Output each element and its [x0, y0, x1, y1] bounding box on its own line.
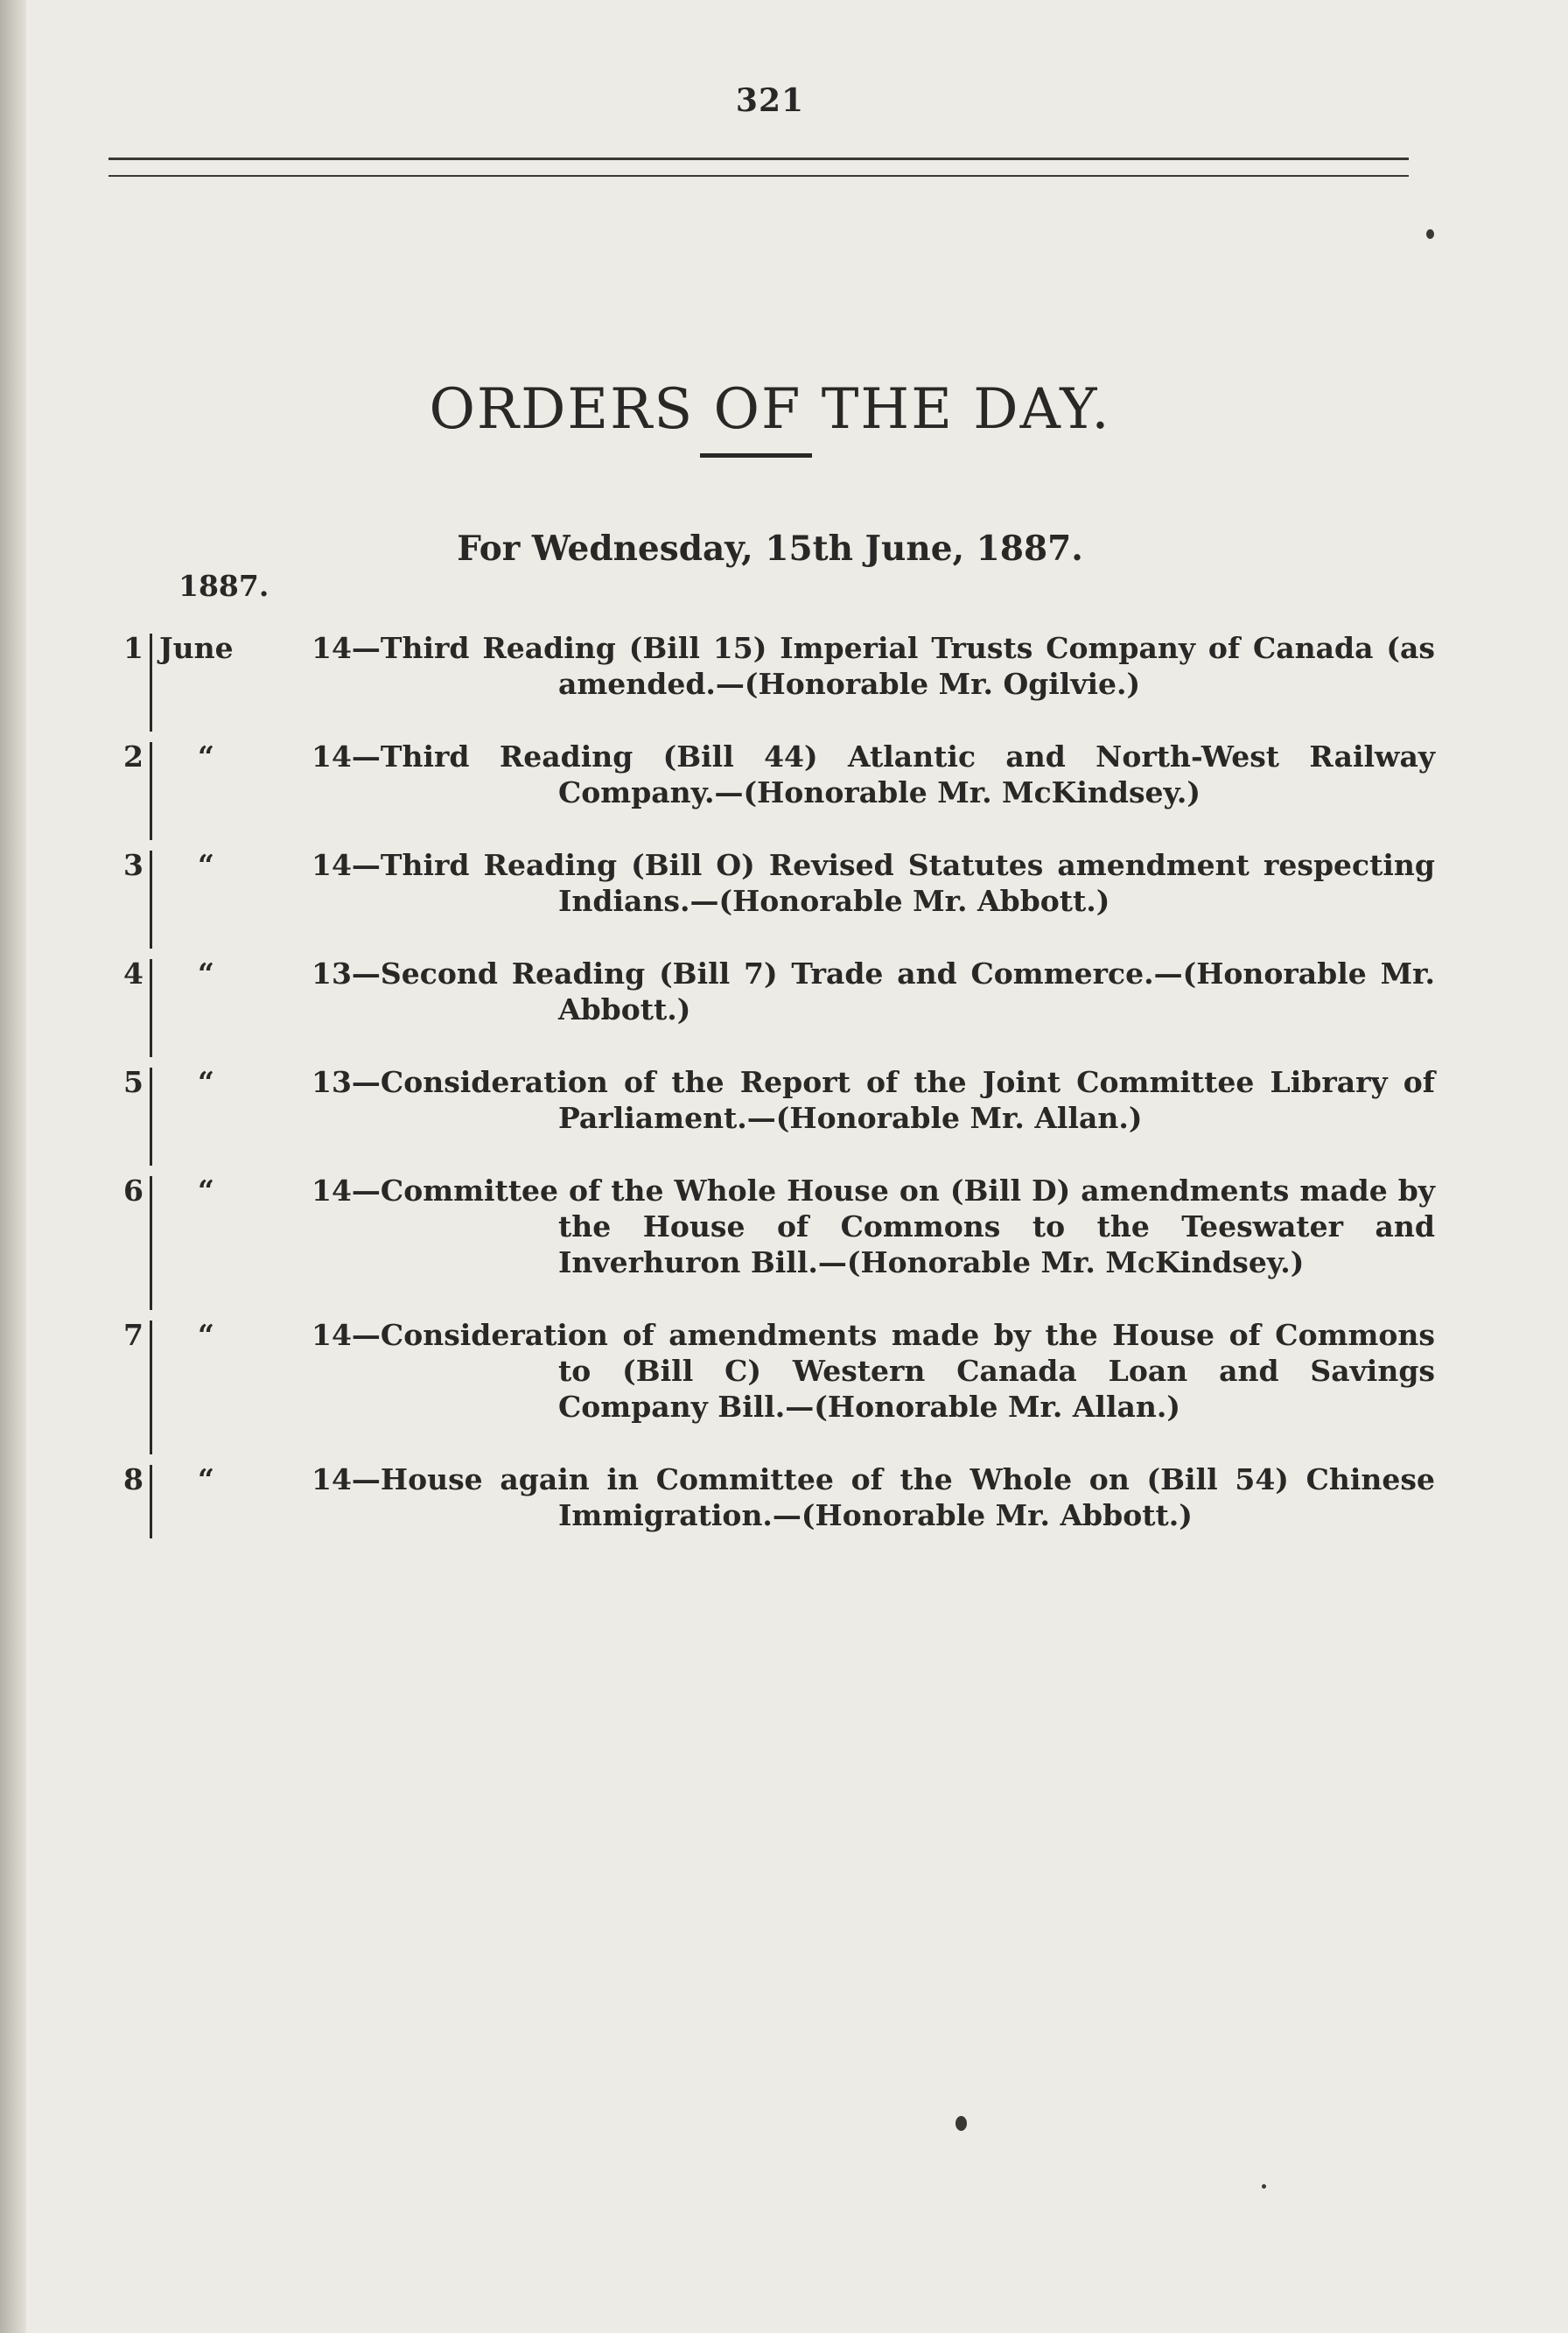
margin-bar	[150, 1321, 152, 1454]
orders-list	[122, 630, 1435, 1570]
order-item	[122, 630, 1435, 702]
order-text: 13—Second Reading (Bill 7) Trade and Commerce.—(Honorable Mr. Abbott.)	[312, 956, 1435, 1026]
order-item	[122, 956, 1435, 1027]
title-divider	[700, 453, 812, 458]
header-rule-thick	[108, 158, 1409, 160]
order-text: 14—Third Reading (Bill O) Revised Statutes amendment respecting Indians.—(Honorable Mr. Abbott.)	[312, 848, 1435, 918]
margin-bar	[150, 851, 152, 949]
order-number: 3	[123, 848, 144, 882]
order-text: 14—Third Reading (Bill 44) Atlantic and North-West Railway Company.—(Honorable Mr. McKindsey.)	[312, 739, 1435, 809]
order-month: June	[159, 631, 234, 665]
order-month-ditto: “	[198, 956, 214, 991]
order-text: 14—Committee of the Whole House on (Bill D) amendments made by the House of Commons to the Teeswater and Inverhuron Bill.—(Honorable Mr. McKindsey.)	[312, 1174, 1435, 1279]
order-item	[122, 1317, 1435, 1425]
order-number: 4	[123, 956, 144, 991]
margin-bar	[150, 1068, 152, 1166]
page-binding-shadow	[0, 0, 26, 2333]
page-title: ORDERS OF THE DAY.	[429, 376, 1111, 442]
order-number: 5	[123, 1065, 144, 1099]
order-text: 14—Consideration of amendments made by the House of Commons to (Bill C) Western Canada Loan and Savings Company Bill.—(Honorable Mr. Allan.)	[312, 1318, 1435, 1424]
header-rule-thin	[108, 175, 1409, 177]
year-label: 1887.	[178, 569, 270, 603]
ink-speck	[1426, 229, 1434, 239]
margin-bar	[150, 1465, 152, 1538]
margin-bar	[150, 742, 152, 840]
order-number: 1	[123, 631, 144, 665]
order-item	[122, 847, 1435, 919]
order-number: 8	[123, 1462, 144, 1496]
order-item	[122, 1064, 1435, 1136]
order-month-ditto: “	[198, 1462, 214, 1496]
order-item	[122, 739, 1435, 810]
order-month-ditto: “	[198, 1318, 214, 1352]
order-item	[122, 1173, 1435, 1280]
page-number: 321	[735, 82, 805, 119]
margin-bar	[150, 634, 152, 732]
order-text: 13—Consideration of the Report of the Joint Committee Library of Parliament.—(Honorable Mr. Allan.)	[312, 1065, 1435, 1135]
ink-speck	[956, 2116, 967, 2131]
order-month-ditto: “	[198, 1174, 214, 1208]
order-number: 2	[123, 739, 144, 774]
order-month-ditto: “	[198, 848, 214, 882]
order-number: 6	[123, 1174, 144, 1208]
order-text: 14—House again in Committee of the Whole on (Bill 54) Chinese Immigration.—(Honorable Mr. Abbott.)	[312, 1462, 1435, 1532]
order-text: 14—Third Reading (Bill 15) Imperial Trusts Company of Canada (as amended.—(Honorable Mr. Ogilvie.)	[312, 631, 1435, 701]
order-month-ditto: “	[198, 739, 214, 774]
order-number: 7	[123, 1318, 144, 1352]
order-month-ditto: “	[198, 1065, 214, 1099]
ink-speck	[1262, 2184, 1266, 2189]
margin-bar	[150, 1176, 152, 1310]
margin-bar	[150, 959, 152, 1057]
order-item	[122, 1461, 1435, 1533]
day-heading: For Wednesday, 15th June, 1887.	[457, 529, 1083, 570]
